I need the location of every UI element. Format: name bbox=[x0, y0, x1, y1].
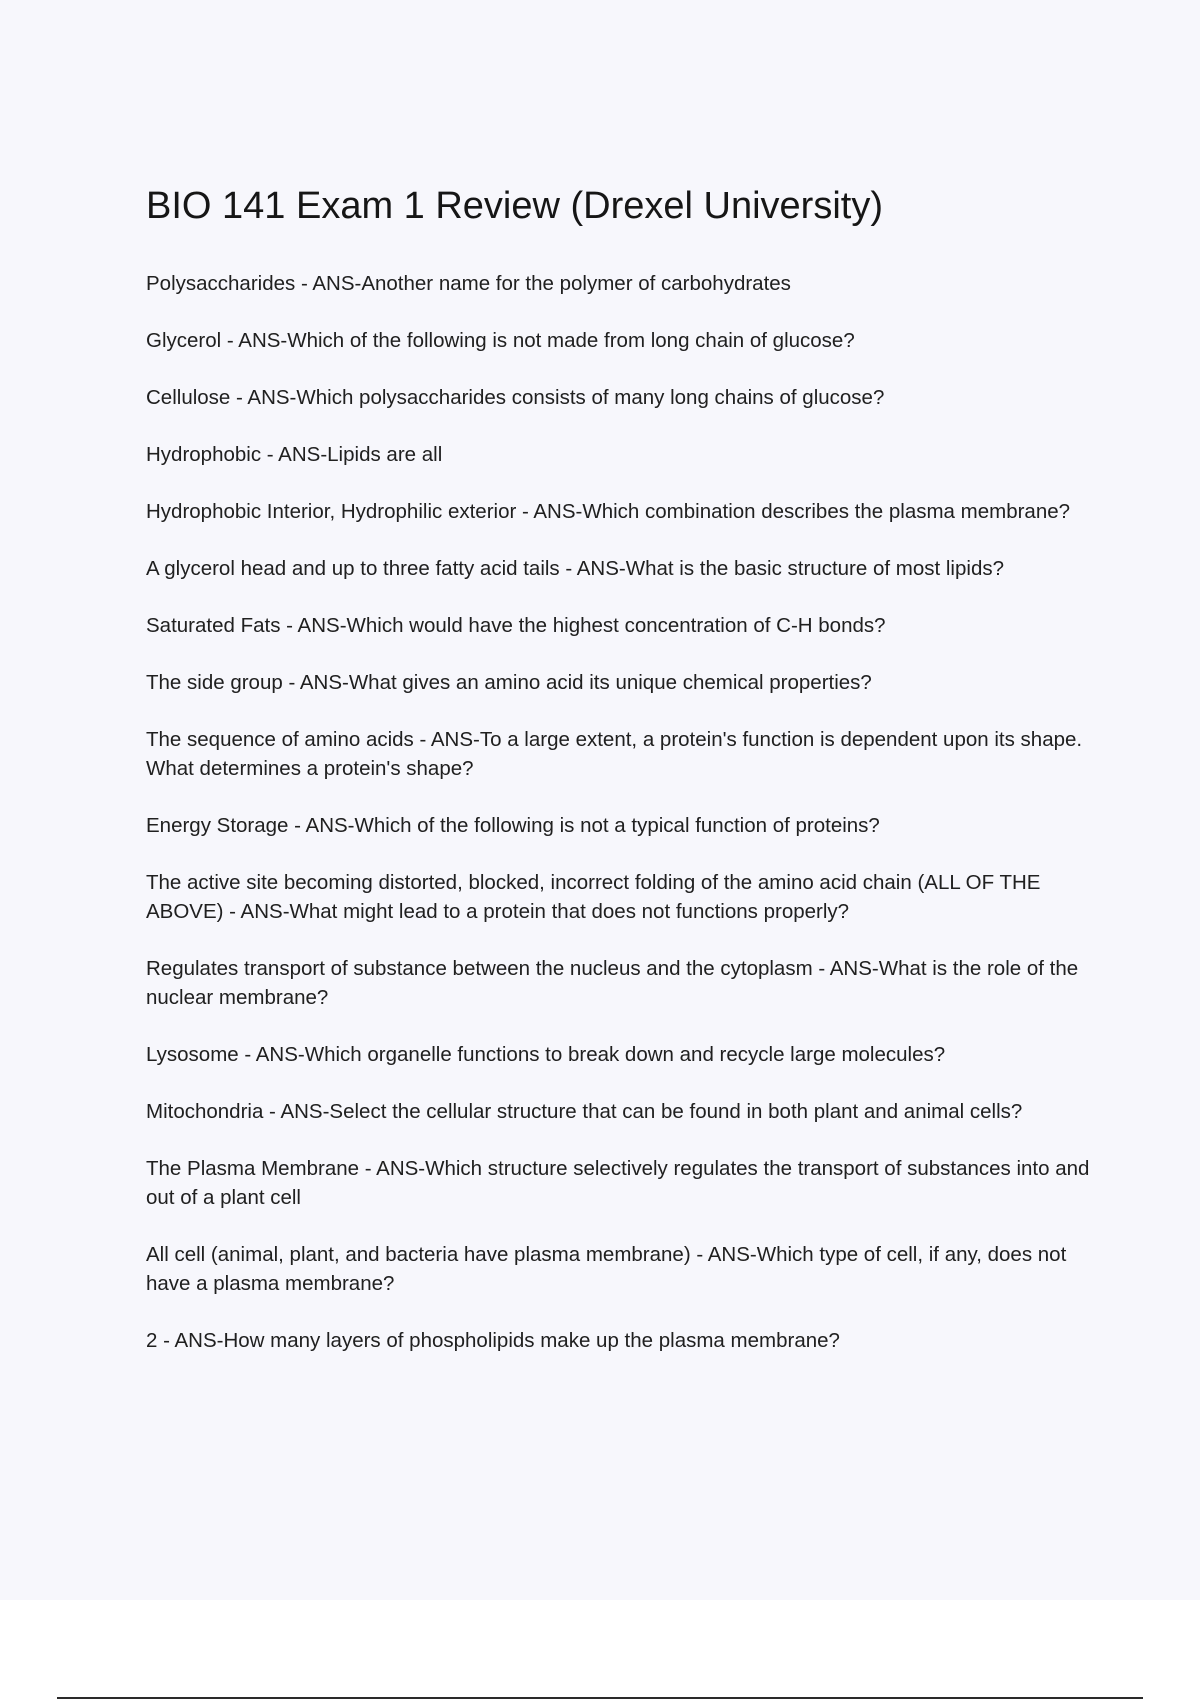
review-entry: All cell (animal, plant, and bacteria have plasma membrane) - ANS-Which type of cell, if any, does not have a plasma membrane? bbox=[146, 1243, 1067, 1295]
review-entries bbox=[146, 269, 1096, 1355]
footer-divider bbox=[57, 1697, 1143, 1699]
document-content bbox=[146, 183, 1096, 1383]
review-entry: Glycerol - ANS-Which of the following is not made from long chain of glucose? bbox=[146, 329, 855, 352]
document-title: BIO 141 Exam 1 Review (Drexel University) bbox=[146, 185, 883, 227]
review-entry: The active site becoming distorted, blocked, incorrect folding of the amino acid chain (ALL OF THE ABOVE) - ANS-What might lead to a protein that does not functions properly? bbox=[146, 871, 1041, 923]
review-entry: The side group - ANS-What gives an amino acid its unique chemical properties? bbox=[146, 671, 872, 694]
review-entry: 2 - ANS-How many layers of phospholipids make up the plasma membrane? bbox=[146, 1329, 840, 1352]
review-entry: A glycerol head and up to three fatty acid tails - ANS-What is the basic structure of most lipids? bbox=[146, 557, 1004, 580]
review-entry: The Plasma Membrane - ANS-Which structure selectively regulates the transport of substances into and out of a plant cell bbox=[146, 1157, 1090, 1209]
review-entry: Energy Storage - ANS-Which of the following is not a typical function of proteins? bbox=[146, 814, 880, 837]
review-entry: Saturated Fats - ANS-Which would have the highest concentration of C-H bonds? bbox=[146, 614, 886, 637]
review-entry: Hydrophobic Interior, Hydrophilic exterior - ANS-Which combination describes the plasma membrane? bbox=[146, 500, 1071, 523]
review-entry: The sequence of amino acids - ANS-To a large extent, a protein's function is dependent upon its shape. What determines a protein's shape? bbox=[146, 728, 1083, 780]
review-entry: Mitochondria - ANS-Select the cellular structure that can be found in both plant and animal cells? bbox=[146, 1100, 1023, 1123]
review-entry: Polysaccharides - ANS-Another name for the polymer of carbohydrates bbox=[146, 272, 791, 295]
review-entry: Cellulose - ANS-Which polysaccharides consists of many long chains of glucose? bbox=[146, 386, 885, 409]
review-entry: Lysosome - ANS-Which organelle functions to break down and recycle large molecules? bbox=[146, 1043, 946, 1066]
review-entry: Hydrophobic - ANS-Lipids are all bbox=[146, 443, 443, 466]
review-entry: Regulates transport of substance between the nucleus and the cytoplasm - ANS-What is the role of the nuclear membrane? bbox=[146, 957, 1079, 1009]
